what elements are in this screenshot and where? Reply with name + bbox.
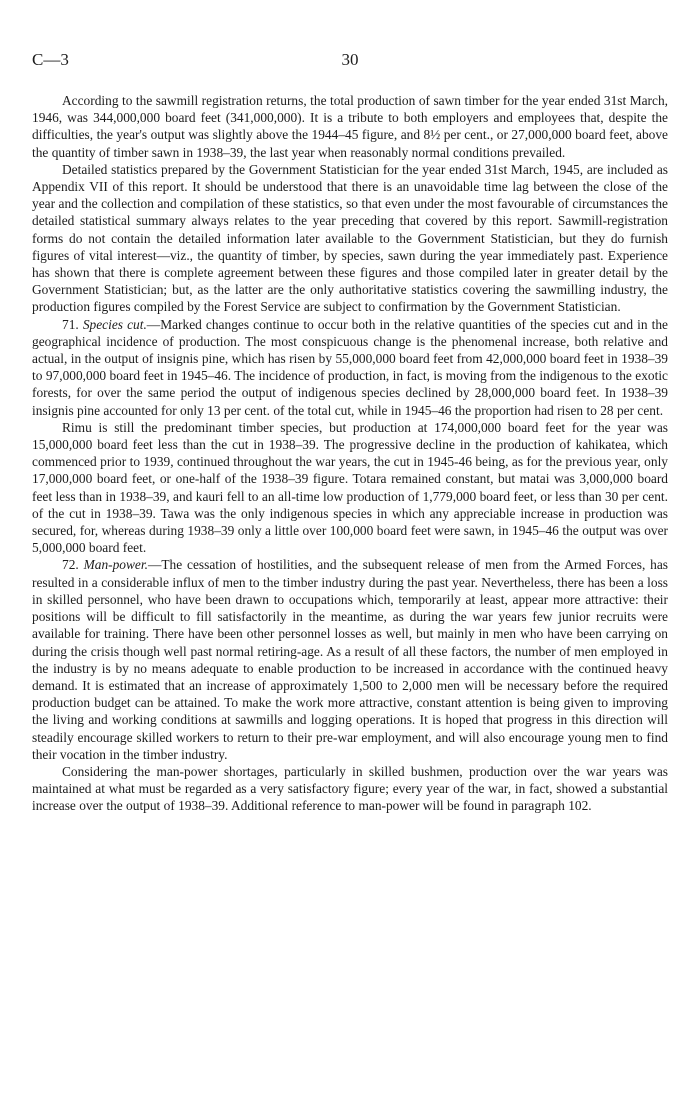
paragraph-number: 71.: [62, 316, 79, 332]
paragraph-heading: Man-power.: [83, 557, 148, 573]
document-reference: C—3: [32, 50, 69, 69]
paragraph-text: —The cessation of hostilities, and the subsequent release of men from the Armed Forces, has resulted in a considerable influx of men to the timber industry during the past year. Nevertheless, there has been a loss in skilled personnel, who have been drawn to occupations which, temporarily at least, appear more attractive: their positions will be difficult to fill satisfactorily in the meantime, as during the war years few junior recruits were available for training. There have been other personnel losses as well, but mainly in men who have been carrying on during the crisis though well past normal retiring-age. As a result of all these factors, the number of men employed in the industry is by no means adequate to enable production to be increased in accordance with the continued heavy demand. It is estimated that an increase of approximately 1,500 to 2,000 men will be necessary before the required production budget can be attained. To make the work more attractive, constant attention is being given to improving the living and working conditions at sawmills and logging operations. It is hoped that progress in this direction will steadily encourage skilled workers to return to their pre-war employment, and will also encourage young men to find their vocation in the timber industry.: [32, 557, 668, 762]
paragraph-text: Rimu is still the predominant timber species, but production at 174,000,000 board feet for the year was 15,000,000 board feet less than the cut in 1938–39. The progressive decline in the production of kahikatea, which commenced prior to 1939, continued throughout the war years, the cut in 1945-46 being, as for the previous year, only 17,000,000 board feet, or one-half of the 1938–39 figure. Totara remained constant, but matai was 3,000,000 board feet less than in 1938–39, and kauri fell to an all-time low production of 1,779,000 board feet, or less than 30 per cent. of the cut in 1938–39. Tawa was the only indigenous species in which any appreciable increase in production was secured, for, whereas during 1938–39 only a little over 100,000 board feet were sawn, in 1945–46 the output was over 5,000,000 board feet.: [32, 419, 668, 556]
body-text: [32, 92, 668, 815]
paragraph-72-man-power: [32, 556, 668, 762]
page-number: 30: [341, 50, 359, 69]
paragraph-number: 72.: [62, 557, 79, 573]
paragraph-text: According to the sawmill registration returns, the total production of sawn timber for the year ended 31st March, 1946, was 344,000,000 board feet (341,000,000). It is a tribute to both employers and employees that, despite the difficulties, the year's output was slightly above the 1944–45 figure, and 8½ per cent., or 27,000,000 board feet, above the quantity of timber sawn in 1938–39, the last year when reasonably normal conditions prevailed.: [32, 93, 668, 160]
paragraph-man-power-shortages: [32, 763, 668, 815]
page-header: [32, 50, 668, 74]
paragraph-statistics: [32, 161, 668, 316]
paragraph-71-species-cut: [32, 316, 668, 419]
paragraph-text: Detailed statistics prepared by the Government Statistician for the year ended 31st March, 1945, are included as Appendix VII of this report. It should be understood that there is an unavoidable time lag between the close of the year and the collection and compilation of these statistics, so that even under the most favourable of circumstances the detailed statistical summary always relates to the year preceding that covered by this report. Sawmill-registration forms do not contain the detailed information later available to the Government Statistician, but they do furnish figures of vital interest—viz., the quantity of timber, by species, sawn during the year immediately past. Experience has shown that there is complete agreement between these figures and those compiled later in greater detail by the Government Statistician; but, as the latter are the only authoritative statistics covering the sawmilling industry, the production figures compiled by the Forest Service are subject to confirmation by the Government Statistician.: [32, 161, 668, 315]
paragraph-rimu: [32, 419, 668, 557]
paragraph-text: —Marked changes continue to occur both in the relative quantities of the species cut and in the geographical incidence of production. The most conspicuous change is the phenomenal increase, both relative and actual, in the output of insignis pine, which has risen by 55,000,000 board feet from 42,000,000 board feet in 1938–39 to 97,000,000 board feet in 1945–46. The incidence of production, in fact, is moving from the indigenous to the exotic forests, for over the same period the output of indigenous species declined by 28,000,000 board feet. In 1938–39 insignis pine accounted for only 13 per cent. of the total cut, while in 1945–46 the proportion had risen to 28 per cent.: [32, 316, 668, 418]
paragraph-production-total: [32, 92, 668, 161]
paragraph-heading: Species cut.: [82, 316, 147, 332]
paragraph-text: Considering the man-power shortages, particularly in skilled bushmen, production over the war years was maintained at what must be regarded as a very satisfactory figure; every year of the war, in fact, showed a substantial increase over the output of 1938–39. Additional reference to man-power will be found in paragraph 102.: [32, 763, 668, 814]
